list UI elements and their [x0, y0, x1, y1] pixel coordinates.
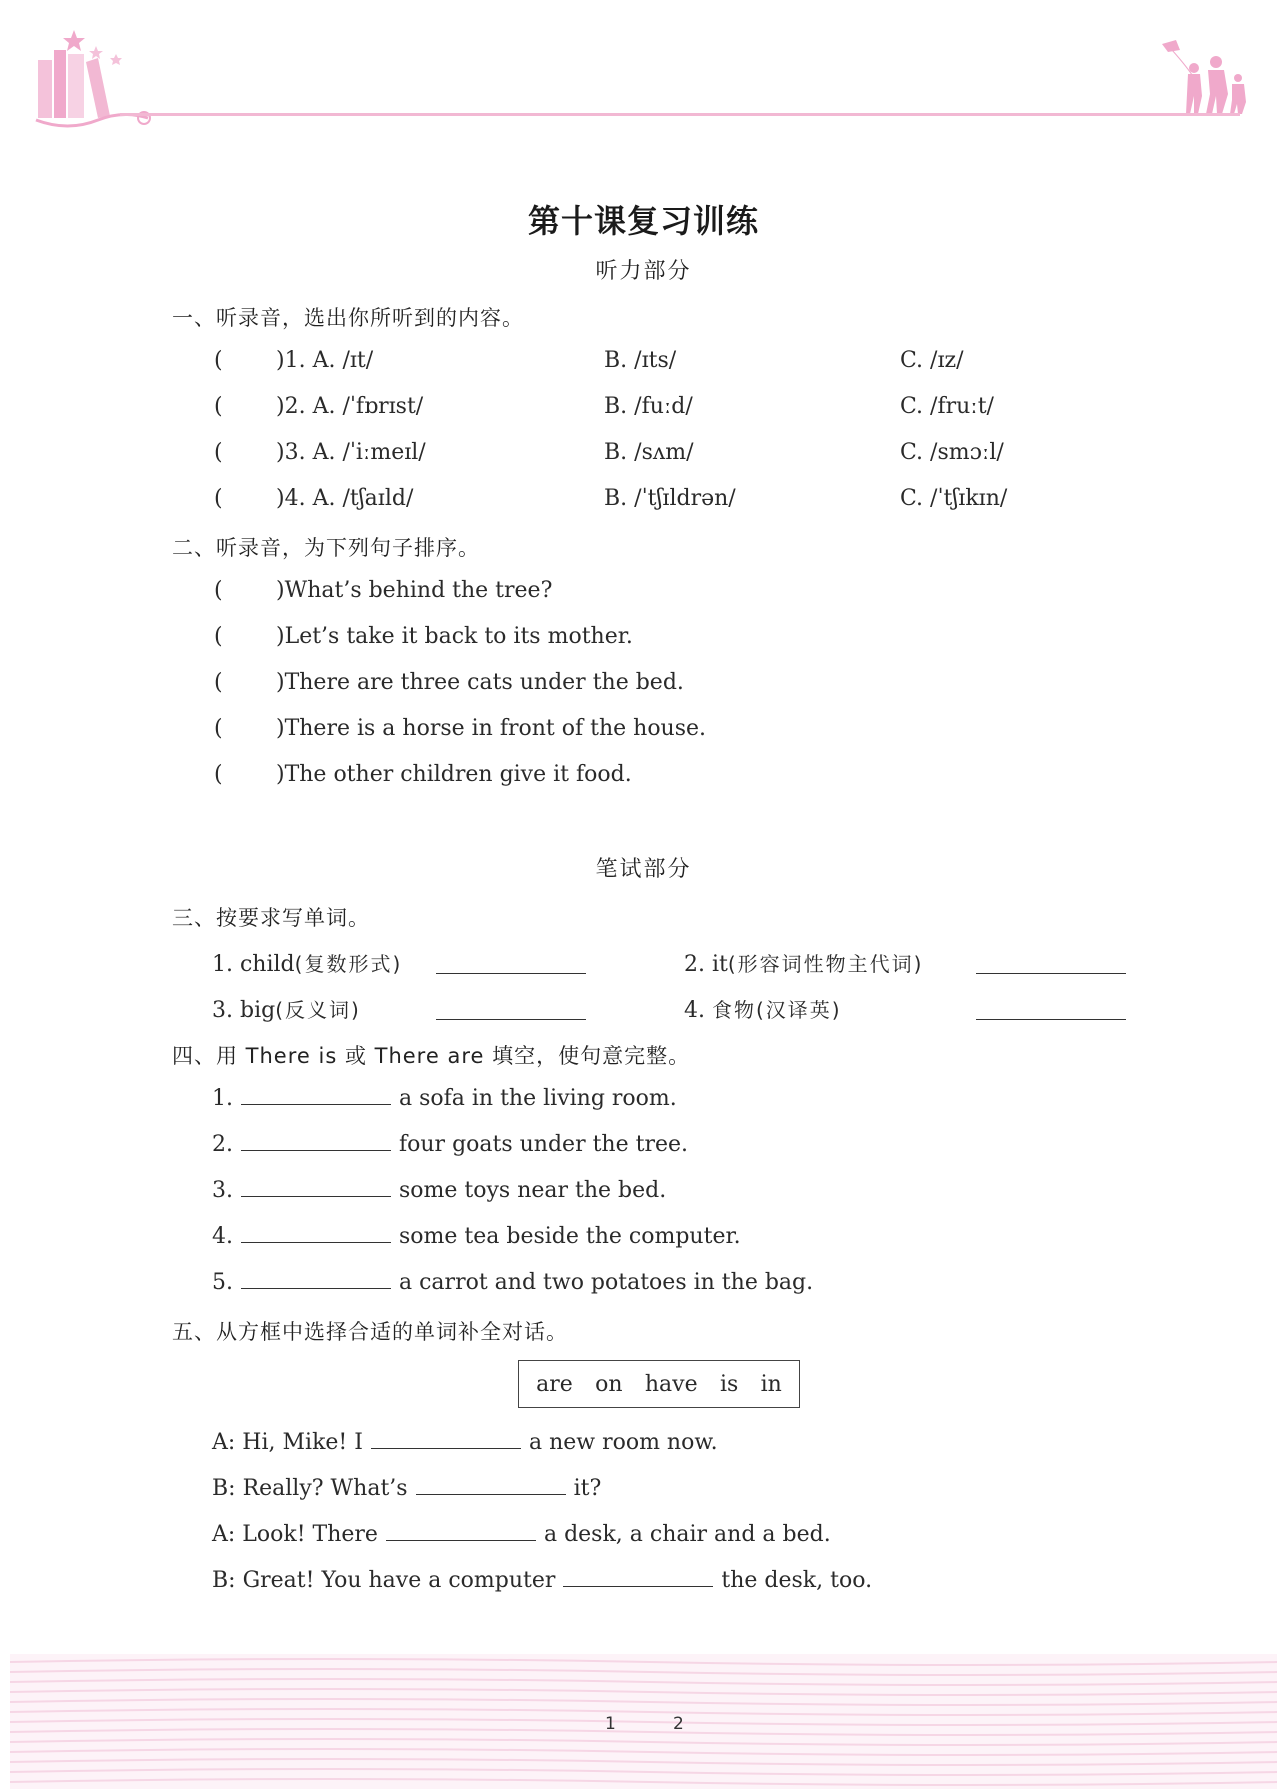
header-rule — [120, 113, 1240, 116]
dialogue-line: A: Look! There a desk, a chair and a bed. — [212, 1522, 831, 1547]
section4-heading: 四、用 There is 或 There are 填空，使句意完整。 — [172, 1044, 691, 1068]
sentence-item: )The other children give it food. — [276, 762, 632, 787]
children-kite-decoration-icon — [1158, 38, 1250, 118]
fill-item: 4. some tea beside the computer. — [212, 1224, 741, 1249]
answer-line[interactable] — [241, 1287, 391, 1289]
fill-item: 3. some toys near the bed. — [212, 1178, 667, 1203]
word-bank-word: in — [760, 1371, 782, 1397]
answer-line[interactable] — [371, 1447, 521, 1449]
sentence-item: )What’s behind the tree? — [276, 578, 553, 603]
answer-line[interactable] — [416, 1493, 566, 1495]
answer-blank[interactable]: ( — [214, 578, 223, 603]
word-item: 4. 食物(汉译英) — [684, 998, 842, 1023]
page-number: 2 — [673, 1714, 684, 1734]
answer-line[interactable] — [563, 1585, 713, 1587]
dialogue-line: A: Hi, Mike! I a new room now. — [212, 1430, 718, 1455]
word-bank-word: on — [595, 1371, 623, 1397]
answer-line[interactable] — [976, 972, 1126, 974]
page-number: 1 — [605, 1714, 616, 1734]
answer-line[interactable] — [976, 1018, 1126, 1020]
answer-blank[interactable]: ( — [214, 716, 223, 741]
word-item: 1. child(复数形式) — [212, 952, 403, 977]
fill-item: 2. four goats under the tree. — [212, 1132, 688, 1157]
section2-heading: 二、听录音，为下列句子排序。 — [172, 536, 480, 560]
answer-blank[interactable]: ( — [214, 486, 223, 511]
answer-line[interactable] — [386, 1539, 536, 1541]
word-bank-word: is — [719, 1371, 739, 1397]
section3-heading: 三、按要求写单词。 — [172, 906, 370, 930]
answer-blank[interactable]: ( — [214, 348, 223, 373]
listening-heading: 听力部分 — [595, 259, 692, 284]
dialogue-line: B: Great! You have a computer the desk, too. — [212, 1568, 873, 1593]
answer-line[interactable] — [241, 1195, 391, 1197]
answer-line[interactable] — [436, 972, 586, 974]
writing-heading: 笔试部分 — [595, 857, 692, 882]
sentence-item: )There are three cats under the bed. — [276, 670, 684, 695]
fill-item: 1. a sofa in the living room. — [212, 1086, 677, 1111]
footer-stripes-decoration — [10, 1654, 1277, 1789]
section1-heading: 一、听录音，选出你所听到的内容。 — [172, 306, 524, 330]
word-bank-box — [518, 1360, 800, 1408]
books-decoration-icon — [28, 20, 160, 138]
answer-blank[interactable]: ( — [214, 440, 223, 465]
answer-line[interactable] — [241, 1149, 391, 1151]
answer-blank[interactable]: ( — [214, 762, 223, 787]
section5-heading: 五、从方框中选择合适的单词补全对话。 — [172, 1320, 568, 1344]
word-bank-word: are — [536, 1371, 573, 1397]
word-bank-word: have — [644, 1371, 698, 1397]
page-title: 第十课复习训练 — [527, 202, 759, 240]
word-item: 2. it(形容词性物主代词) — [684, 952, 924, 977]
fill-item: 5. a carrot and two potatoes in the bag. — [212, 1270, 814, 1295]
dialogue-line: B: Really? What’s it? — [212, 1476, 602, 1501]
answer-line[interactable] — [241, 1241, 391, 1243]
answer-line[interactable] — [241, 1103, 391, 1105]
answer-blank[interactable]: ( — [214, 670, 223, 695]
sentence-item: )Let’s take it back to its mother. — [276, 624, 633, 649]
answer-blank[interactable]: ( — [214, 394, 223, 419]
sentence-item: )There is a horse in front of the house. — [276, 716, 707, 741]
answer-line[interactable] — [436, 1018, 586, 1020]
word-item: 3. big(反义词) — [212, 998, 361, 1023]
answer-blank[interactable]: ( — [214, 624, 223, 649]
